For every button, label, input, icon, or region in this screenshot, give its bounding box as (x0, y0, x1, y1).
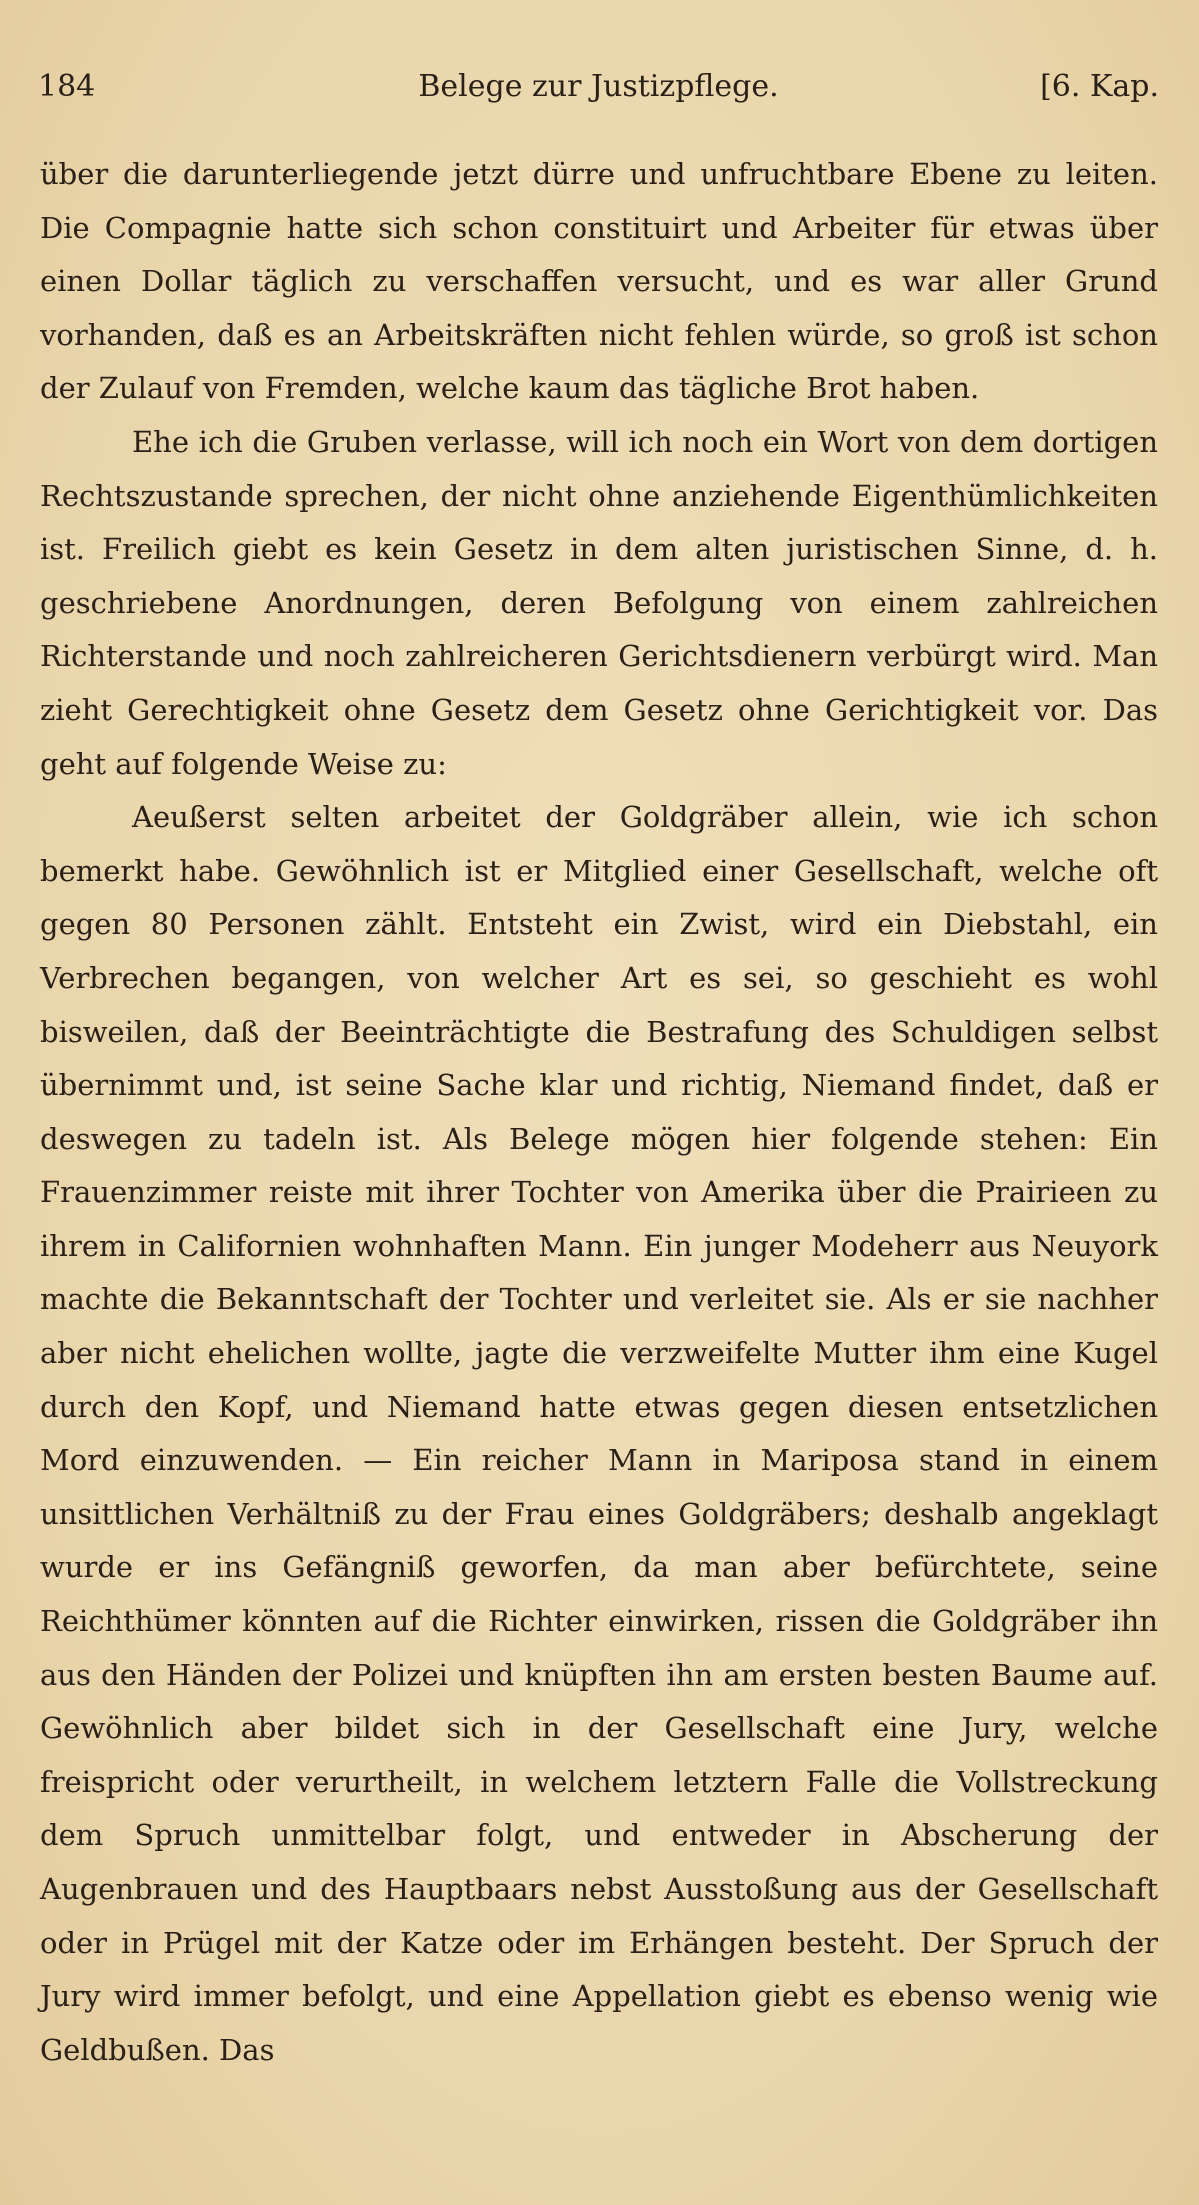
body-text (40, 148, 1158, 2077)
running-header (38, 62, 1159, 112)
paragraph-legal-conditions: Ehe ich die Gruben verlasse, will ich noch ein Wort von dem dortigen Rechtszustande sprechen, der nicht ohne anziehende Eigenthümlichkeiten ist. Freilich giebt es kein Gesetz in dem alten juristischen Sinne, d. h. geschriebene Anordnungen, deren Befolgung von einem zahlreichen Richterstande und noch zahlreicheren Gerichtsdienern verbürgt wird. Man zieht Gerechtigkeit ohne Gesetz dem Gesetz ohne Gerichtigkeit vor. Das geht auf folgende Weise zu: (40, 424, 1158, 781)
chapter-label: [6. Kap. (1040, 69, 1159, 104)
paragraph-continuation: über die darunterliegende jetzt dürre und unfruchtbare Ebene zu leiten. Die Compagnie hatte sich schon constituirt und Arbeiter für etwas über einen Dollar täglich zu verschaffen versucht, und es war aller Grund vorhanden, daß es an Arbeitskräften nicht fehlen würde, so groß ist schon der Zulauf von Fremden, welche kaum das tägliche Brot haben. (40, 157, 1158, 406)
paragraph-goldminer-justice: Aeußerst selten arbeitet der Goldgräber allein, wie ich schon bemerkt habe. Gewöhnlich ist er Mitglied einer Gesellschaft, welche oft gegen 80 Personen zählt. Entsteht ein Zwist, wird ein Diebstahl, ein Verbrechen begangen, von welcher Art es sei, so geschieht es wohl bisweilen, daß der Beeinträchtigte die Bestrafung des Schuldigen selbst übernimmt und, ist seine Sache klar und richtig, Niemand findet, daß er deswegen zu tadeln ist. Als Belege mögen hier folgende stehen: Ein Frauenzimmer reiste mit ihrer Tochter von Amerika über die Prairieen zu ihrem in Californien wohnhaften Mann. Ein junger Modeherr aus Neuyork machte die Bekanntschaft der Tochter und verleitet sie. Als er sie nachher aber nicht ehelichen wollte, jagte die verzweifelte Mutter ihm eine Kugel durch den Kopf, und Niemand hatte etwas gegen diesen entsetzlichen Mord einzuwenden. — Ein reicher Mann in Mariposa stand in einem unsittlichen Verhältniß zu der Frau eines Goldgräbers; deshalb angeklagt wurde er ins Gefängniß geworfen, da man aber befürchtete, seine Reichthümer könnten auf die Richter einwirken, rissen die Goldgräber ihn aus den Händen der Polizei und knüpften ihn am ersten besten Baume auf. Gewöhnlich aber bildet sich in der Gesellschaft eine Jury, welche freispricht oder verurtheilt, in welchem letztern Falle die Vollstreckung dem Spruch unmittelbar folgt, und entweder in Abscherung der Augenbrauen und des Hauptbaars nebst Ausstoßung aus der Gesellschaft oder in Prügel mit der Katze oder im Erhängen besteht. Der Spruch der Jury wird immer befolgt, und eine Appellation giebt es ebenso wenig wie Geldbußen. Das (40, 800, 1158, 2067)
page-number: 184 (38, 69, 96, 104)
running-title: Belege zur Justizpflege. (418, 69, 779, 104)
